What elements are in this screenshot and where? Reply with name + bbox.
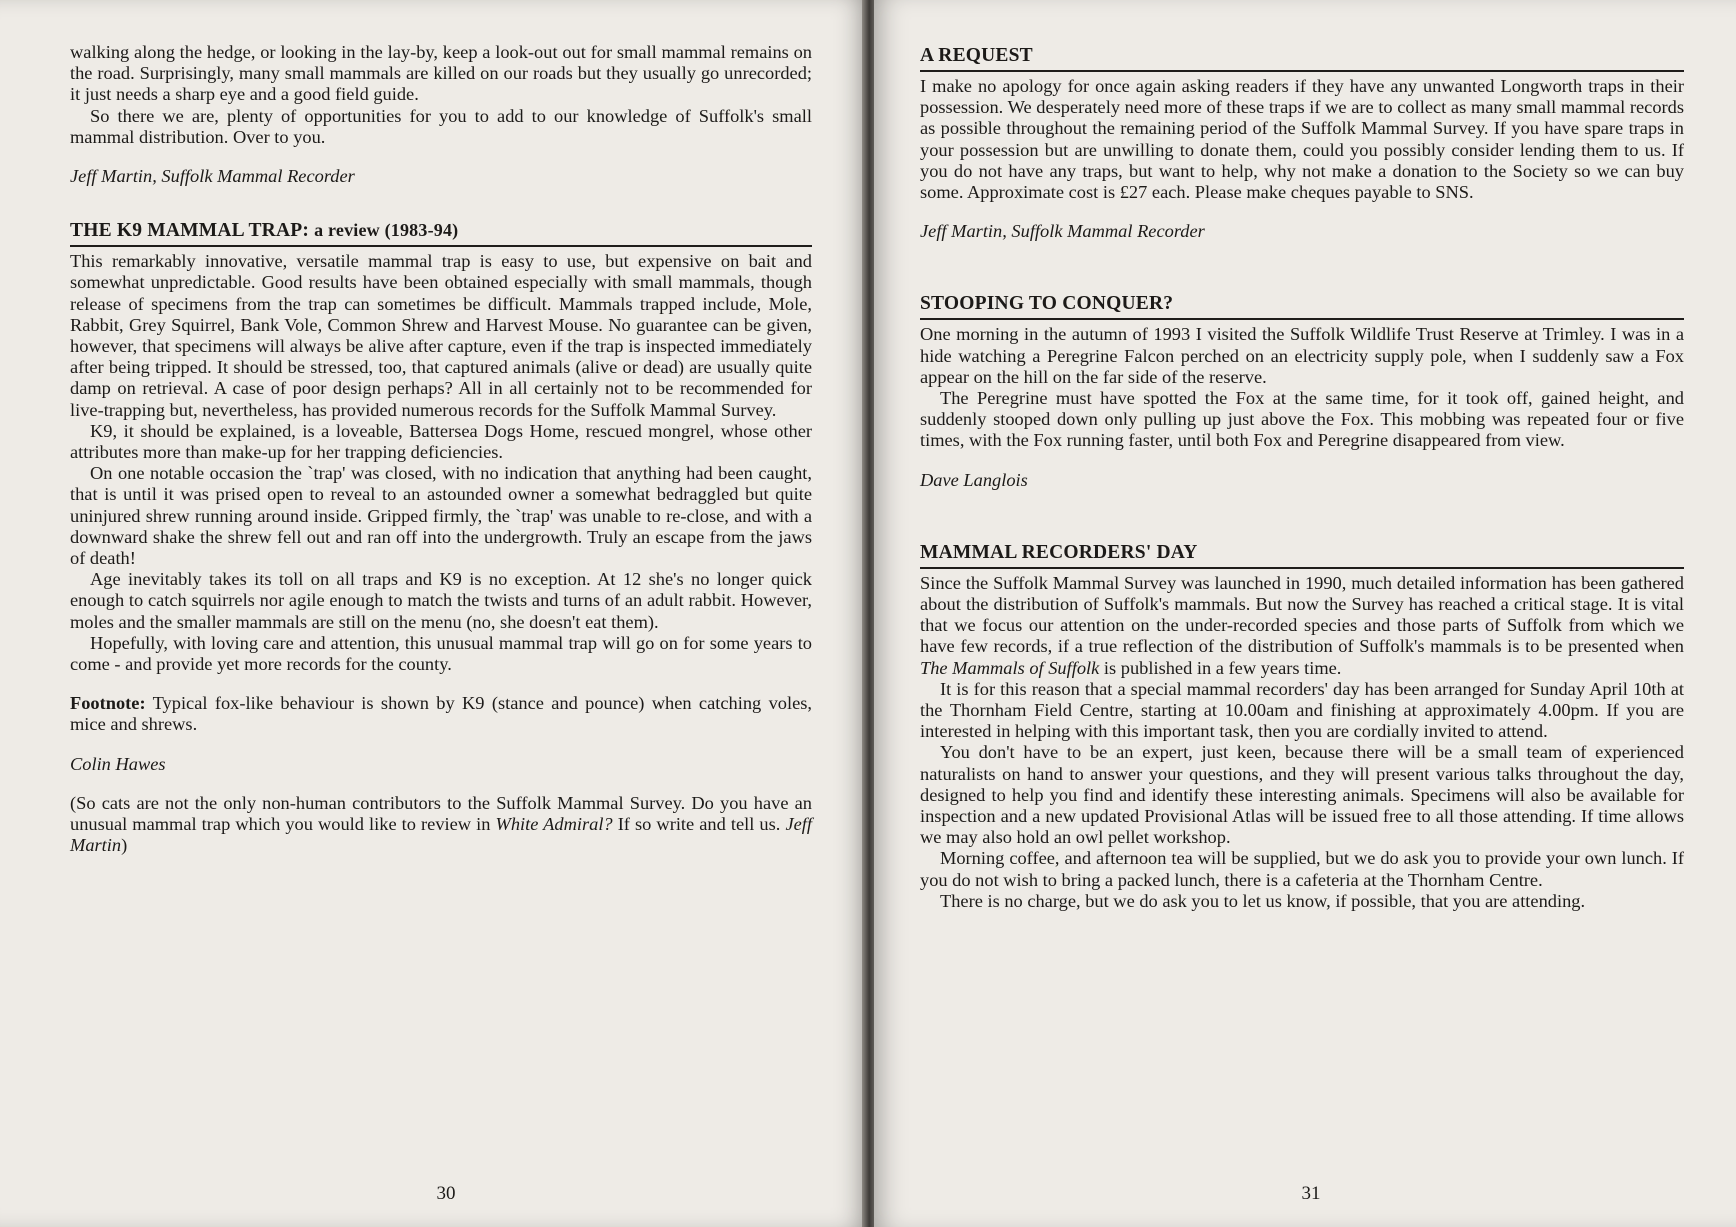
k9-paragraph: K9, it should be explained, is a loveable, Battersea Dogs Home, rescued mongrel, whose other attributes more than make-up for her trapping deficiencies. <box>70 420 812 463</box>
footnote-label: Footnote: <box>70 693 146 714</box>
closing-text: (So cats are not the only non-human contributors to the Suffolk Mammal Survey. Do you have an unusual mammal trap which you would like to review in <box>70 792 812 835</box>
k9-heading <box>70 219 812 247</box>
k9-paragraph: On one notable occasion the `trap' was closed, with no indication that anything had been caught, that is until it was prised open to reveal to an astounded owner a somewhat bedraggled but quite uninjured shrew running around inside. Gripped firmly, the `trap' was unable to re-close, and with a downward shake the shrew fell out and ran off into the undergrowth. Truly an escape from the jaws of death! <box>70 463 812 569</box>
k9-paragraph: Age inevitably takes its toll on all traps and K9 is no exception. At 12 she's no longer quick enough to catch squirrels nor agile enough to match the twists and turns of an adult rabbit. However, moles and the smaller mammals are still on the menu (no, she doesn't eat them). <box>70 569 812 632</box>
recorders-paragraph: You don't have to be an expert, just keen, because there will be a small team of experienced naturalists on hand to answer your questions, and they will present various talks throughout the day, designed to help you find and identify these interesting animals. Specimens will also be available for inspection and a new updated Provisional Atlas will be issued free to all those attending. If time allows we may also hold an owl pellet workshop. <box>920 742 1684 848</box>
closing-text: If so write and tell us. <box>612 814 786 835</box>
left-text-column <box>70 42 812 857</box>
k9-paragraph: This remarkably innovative, versatile mammal trap is easy to use, but expensive on bait and somewhat unpredictable. Good results have been obtained especially with small mammals, though release of specimens from the trap can sometimes be difficult. Mammals trapped include, Mole, Rabbit, Grey Squirrel, Bank Vole, Common Shrew and Harvest Mouse. No guarantee can be given, however, that specimens will always be alive after capture, even if the trap is inspected immediately after being tripped. It should be stressed, too, that captured animals (alive or dead) are usually quite damp on retrieval. A case of poor design perhaps? All in all certainly not to be recommended for live-trapping but, nevertheless, has provided numerous records for the Suffolk Mammal Survey. <box>70 251 812 420</box>
k9-footnote <box>70 693 812 735</box>
k9-heading-sub: a review (1983-94) <box>314 220 459 241</box>
stooping-heading: STOOPING TO CONQUER? <box>920 292 1684 320</box>
request-heading: A REQUEST <box>920 44 1684 72</box>
recorders-text: is published in a few years time. <box>1099 657 1342 678</box>
intro-paragraph: So there we are, plenty of opportunities for you to add to our knowledge of Suffolk's small mammal distribution. Over to you. <box>70 105 812 147</box>
footnote-text: Typical fox-like behaviour is shown by K9 (stance and pounce) when catching voles, mice and shrews. <box>70 693 812 735</box>
stooping-paragraph: The Peregrine must have spotted the Fox at the same time, for it took off, gained height, and suddenly stooped down only pulling up just above the Fox. This mobbing was repeated four or five times, with the Fox running faster, until both Fox and Peregrine disappeared from view. <box>920 388 1684 451</box>
recorders-paragraph: There is no charge, but we do ask you to let us know, if possible, that you are attending. <box>940 890 1586 911</box>
right-text-column <box>920 44 1684 912</box>
book-title: The Mammals of Suffolk <box>920 657 1100 678</box>
stooping-paragraph: One morning in the autumn of 1993 I visited the Suffolk Wildlife Trust Reserve at Trimley. I was in a hide watching a Peregrine Falcon perched on an electricity supply pole, when I suddenly saw a Fox appear on the hill on the far side of the reserve. <box>920 324 1684 387</box>
closing-text: ) <box>121 835 128 856</box>
right-page <box>874 0 1736 1227</box>
page-number: 30 <box>436 1183 456 1204</box>
stooping-author: Dave Langlois <box>920 469 1028 490</box>
recorders-paragraph: Morning coffee, and afternoon tea will be supplied, but we do ask you to provide your own lunch. If you do not wish to bring a packed lunch, there is a cafeteria at the Thornham Centre. <box>920 848 1684 890</box>
magazine-title: White Admiral? <box>495 814 613 835</box>
recorders-paragraph <box>920 573 1684 679</box>
request-paragraph: I make no apology for once again asking readers if they have any unwanted Longworth traps in their possession. We desperately need more of these traps if we are to collect as many small mammal records as possible throughout the remaining period of the Suffolk Mammal Survey. If you have spare traps in your possession but are unwilling to donate them, could you possibly consider lending them to us. If you do not have any traps, but want to help, why not make a donation to the Society so we can buy some. Approximate cost is £27 each. Please make cheques payable to SNS. <box>920 76 1684 203</box>
k9-author: Colin Hawes <box>70 753 166 774</box>
recorders-text: Since the Suffolk Mammal Survey was launched in 1990, much detailed information has been gathered about the distribution of Suffolk's mammals. But now the Survey has reached a critical stage. It is vital that we focus our attention on the under-recorded species and those parts of Suffolk from which we have few records, if a true reflection of the distribution of Suffolk's mammals is to be presented when <box>920 572 1684 657</box>
closing-author: Jeff Martin <box>70 814 812 856</box>
page-number: 31 <box>1301 1183 1321 1204</box>
k9-paragraph: Hopefully, with loving care and attention, this unusual mammal trap will go on for some years to come - and provide yet more records for the county. <box>70 632 812 675</box>
request-author: Jeff Martin, Suffolk Mammal Recorder <box>920 221 1205 242</box>
intro-paragraph: walking along the hedge, or looking in the lay-by, keep a look-out out for small mammal remains on the road. Surprisingly, many small mammals are killed on our roads but they usually go unrecorded; it just needs a sharp eye and a good field guide. <box>70 42 812 105</box>
k9-heading-main: THE K9 MAMMAL TRAP: <box>70 220 310 242</box>
recorders-heading: MAMMAL RECORDERS' DAY <box>920 541 1684 569</box>
k9-closing-note <box>70 793 812 857</box>
recorders-paragraph: It is for this reason that a special mammal recorders' day has been arranged for Sunday April 10th at the Thornham Field Centre, starting at 10.00am and finishing at approximately 4.00pm. If you are interested in helping with this important task, then you are cordially invited to attend. <box>920 678 1684 742</box>
intro-author: Jeff Martin, Suffolk Mammal Recorder <box>70 166 355 187</box>
